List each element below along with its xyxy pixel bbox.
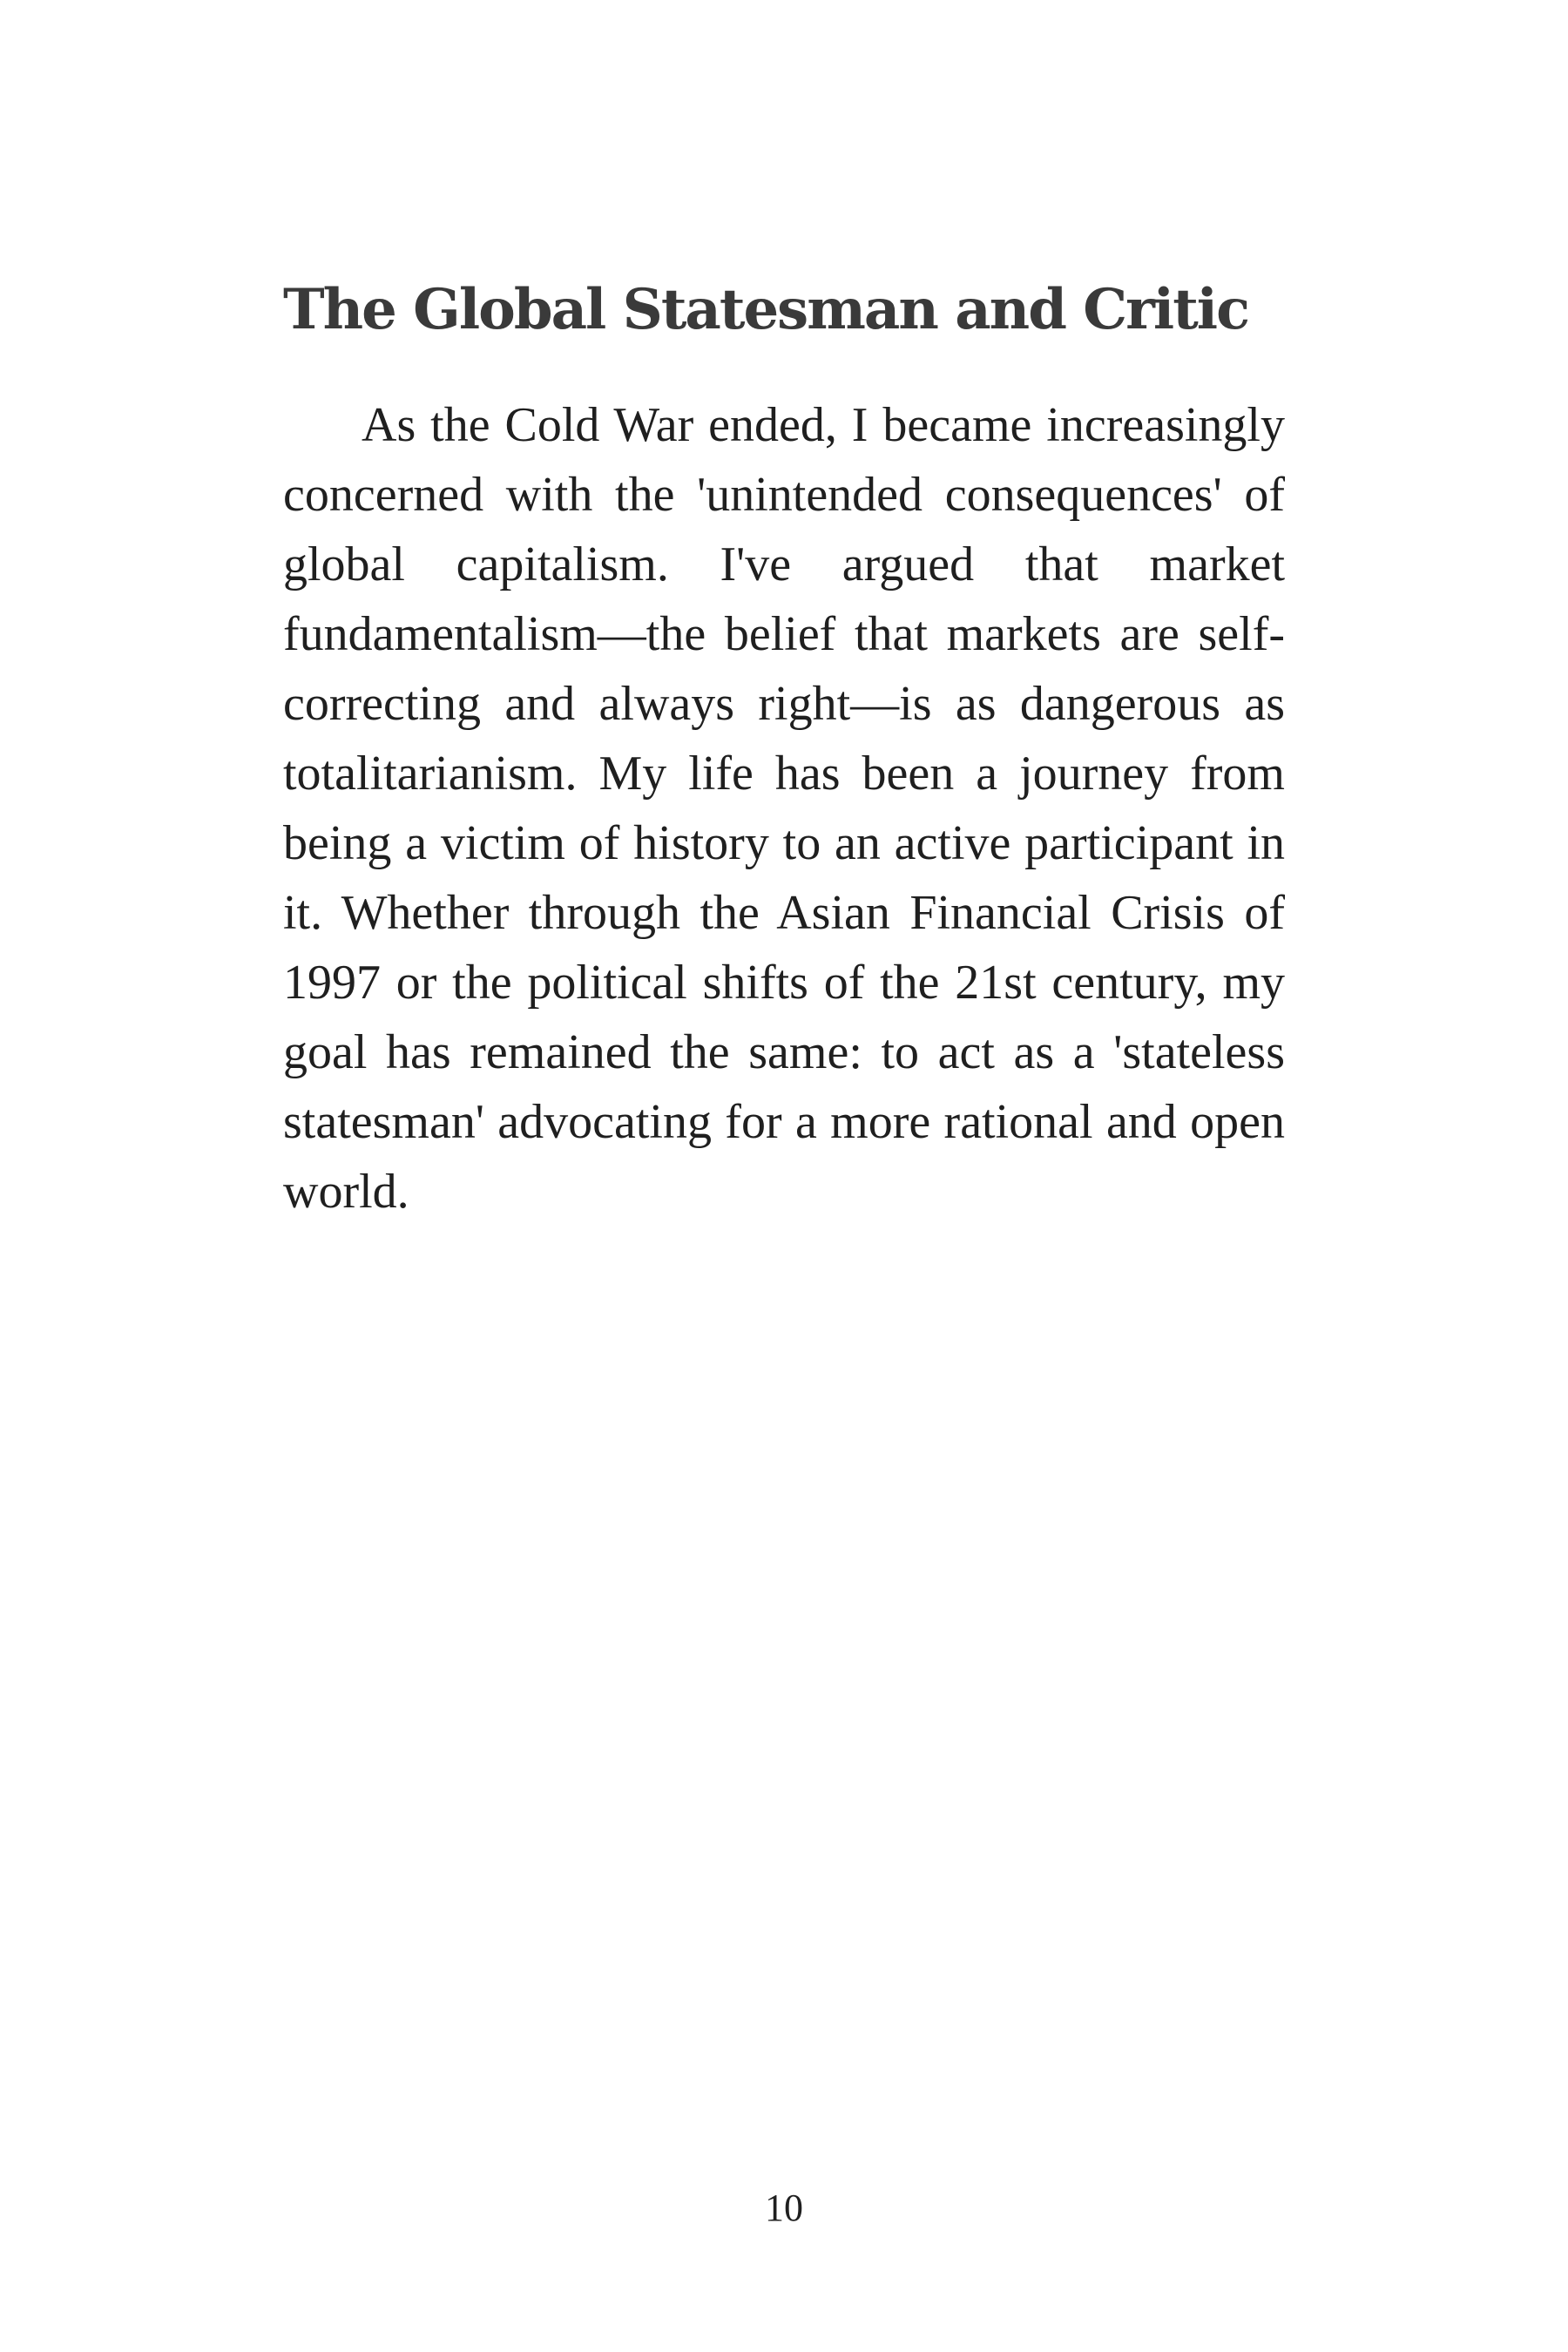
page-number: 10	[765, 2186, 803, 2229]
section-heading: The Global Statesman and Critic	[283, 277, 1249, 342]
body-paragraph: As the Cold War ended, I became increasingly concerned with the 'unintended consequences' of global capitalism. I've argued that market fundamentalism—the belief that markets are self-correcting and always right—is as dangerous as totalitarianism. My life has been a journey from being a victim of history to an active participant in it. Whether through the Asian Financial Crisis of 1997 or the political shifts of the 21st century, my goal has remained the same: to act as a 'stateless statesman' advocating for a more rational and open world.	[283, 398, 1285, 1219]
page-content	[283, 261, 1285, 1227]
